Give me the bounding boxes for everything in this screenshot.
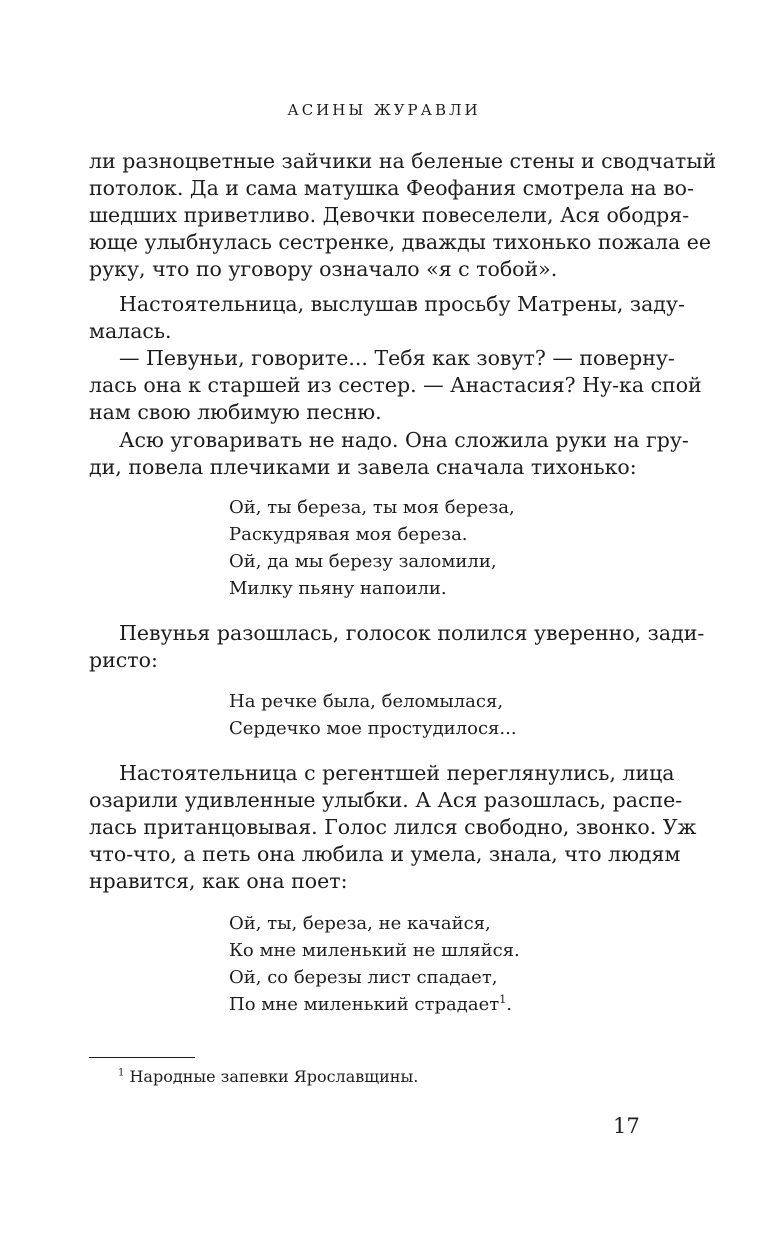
text-line: нравится, как она поет: [89,869,348,893]
page-number: 17 [613,1114,640,1138]
paragraph-5 [89,620,705,674]
footnote-text: Народные запевки Ярославщины. [129,1067,419,1086]
footnote-divider [89,1057,195,1058]
verse-1 [229,494,515,602]
verse-line: Милку пьяну напоили. [229,578,447,599]
text-line: Настоятельница с регентшей переглянулись, лица [119,761,675,785]
text-line: что-что, а петь она любила и умела, знала, что людям [89,842,681,866]
verse-line: Ко мне миленький не шляйся. [229,940,520,961]
paragraph-6 [89,760,697,895]
verse-line: Ой, ты береза, ты моя береза, [229,497,515,518]
paragraph-2 [89,291,685,345]
verse-2 [229,688,517,742]
text-line: ристо: [89,648,158,672]
footnote [118,1067,418,1086]
paragraph-1 [89,148,717,283]
verse-line: Ой, со березы лист спадает, [229,967,498,988]
text-line: малась. [89,319,172,343]
text-line: Асю уговаривать не надо. Она сложила руки на гру- [119,428,689,452]
footnote-reference[interactable]: 1 [499,993,507,1006]
paragraph-4 [89,427,689,481]
verse-line: Ой, ты, береза, не качайся, [229,913,491,934]
text-line: юще улыбнулась сестренке, дважды тихонько пожала ее [89,230,711,254]
text-line: потолок. Да и сама матушка Феофания смотрела на во- [89,176,694,200]
text-line: Певунья разошлась, голосок полился уверенно, зади- [119,621,705,645]
running-header: АСИНЫ ЖУРАВЛИ [287,101,481,119]
verse-line: Ой, да мы березу заломили, [229,551,497,572]
text-line: ди, повела плечиками и завела сначала тихонько: [89,455,637,479]
text-line: ли разноцветные зайчики на беленые стены и сводчатый [89,149,717,173]
text-line: руку, что по уговору означало «я с тобой». [89,257,558,281]
text-line: шедших приветливо. Девочки повеселели, Ася ободря- [89,203,690,227]
text-line: Настоятельница, выслушав просьбу Матрены, заду- [119,292,685,316]
text-line: озарили удивленные улыбки. А Ася разошлась, распе- [89,788,683,812]
paragraph-3 [89,345,702,426]
text-line: лась пританцовывая. Голос лился свободно, звонко. Уж [89,815,697,839]
verse-line-end: . [506,994,512,1015]
text-line: — Певуньи, говорите... Тебя как зовут? — поверну- [119,346,675,370]
text-line: нам свою любимую песню. [89,400,382,424]
text-line: лась она к старшей из сестер. — Анастасия? Ну-ка спой [89,373,702,397]
verse-3 [229,910,520,1018]
verse-line-text: По мне миленький страдает [229,994,500,1015]
footnote-marker: 1 [118,1067,125,1079]
verse-line: Раскудрявая моя береза. [229,524,468,545]
verse-line-with-note [229,991,520,1018]
verse-line: На речке была, беломылася, [229,691,504,712]
verse-line: Сердечко мое простудилося... [229,718,517,739]
